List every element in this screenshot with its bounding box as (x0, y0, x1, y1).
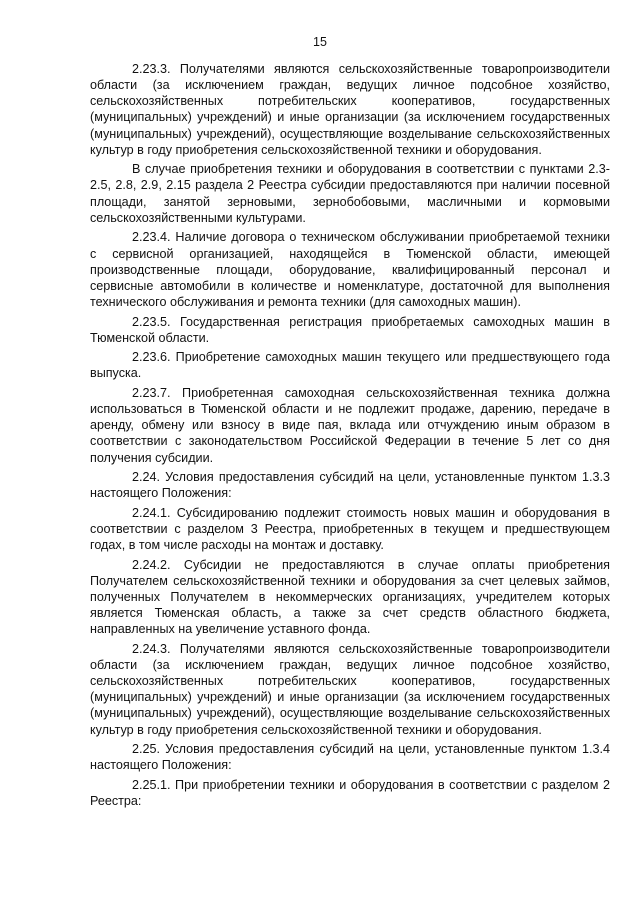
paragraph-2-24: 2.24. Условия предоставления субсидий на цели, установленные пунктом 1.3.3 настоящего Положения: (90, 470, 610, 501)
paragraph-2-23-3: 2.23.3. Получателями являются сельскохозяйственные товаропроизводители области (за исключением граждан, ведущих личное подсобное хозяйство, сельскохозяйственных потребительских кооперативов, государственных (муниципальных) учреждений) и иные организации (за исключением государственных (муниципальных) учреждений), осуществляющие возделывание сельскохозяйственных культур в году приобретения сельскохозяйственной техники и оборудования. (90, 62, 610, 157)
paragraph-2-23-5: 2.23.5. Государственная регистрация приобретаемых самоходных машин в Тюменской области. (90, 314, 610, 345)
document-body (90, 61, 610, 809)
paragraph-2-23-3-note: В случае приобретения техники и оборудования в соответствии с пунктами 2.3-2.5, 2.8, 2.9, 2.15 раздела 2 Реестра субсидии предоставляются при наличии посевной площади, занятой зерновыми, зернобобовыми, масличными и кормовыми сельскохозяйственными культурами. (90, 162, 610, 225)
paragraph-2-24-2: 2.24.2. Субсидии не предоставляются в случае оплаты приобретения Получателем сельскохозяйственной техники и оборудования за счет целевых займов, полученных Получателем в некоммерческих организациях, учредителем которых является Тюменская область, а также за счет средств областного бюджета, направленных на увеличение уставного фонда. (90, 557, 610, 637)
paragraph-2-25-1: 2.25.1. При приобретении техники и оборудования в соответствии с разделом 2 Реестра: (90, 777, 610, 809)
page-number: 15 (313, 35, 327, 49)
paragraph-2-23-7: 2.23.7. Приобретенная самоходная сельскохозяйственная техника должна использоваться в Тюменской области и не подлежит продаже, дарению, передаче в аренду, обмену или взносу в виде пая, вклада или отчуждению иным образом в соответствии с законодательством Российской Федерации в течение 5 лет со дня получения субсидии. (90, 385, 610, 465)
paragraph-2-24-1: 2.24.1. Субсидированию подлежит стоимость новых машин и оборудования в соответствии с разделом 3 Реестра, приобретенных в текущем и предшествующем годах, в том числе расходы на монтаж и доставку. (90, 505, 610, 553)
paragraph-2-23-6: 2.23.6. Приобретение самоходных машин текущего или предшествующего года выпуска. (90, 350, 610, 381)
paragraph-2-23-4: 2.23.4. Наличие договора о техническом обслуживании приобретаемой техники с сервисной организацией, находящейся в Тюменской области, имеющей производственные площади, оборудование, квалифицированный персонал и сервисные автомобили в количестве и номенклатуре, достаточной для выполнения технического обслуживания и ремонта техники (для самоходных машин). (90, 230, 610, 309)
paragraph-2-24-3: 2.24.3. Получателями являются сельскохозяйственные товаропроизводители области (за исключением граждан, ведущих личное подсобное хозяйство, сельскохозяйственных потребительских кооперативов, государственных (муниципальных) учреждений) и иные организации (за исключением государственных (муниципальных) учреждений), осуществляющие возделывание сельскохозяйственных культур в году приобретения сельскохозяйственной техники и оборудования. (90, 641, 610, 737)
paragraph-2-25: 2.25. Условия предоставления субсидий на цели, установленные пунктом 1.3.4 настоящего Положения: (90, 742, 610, 773)
